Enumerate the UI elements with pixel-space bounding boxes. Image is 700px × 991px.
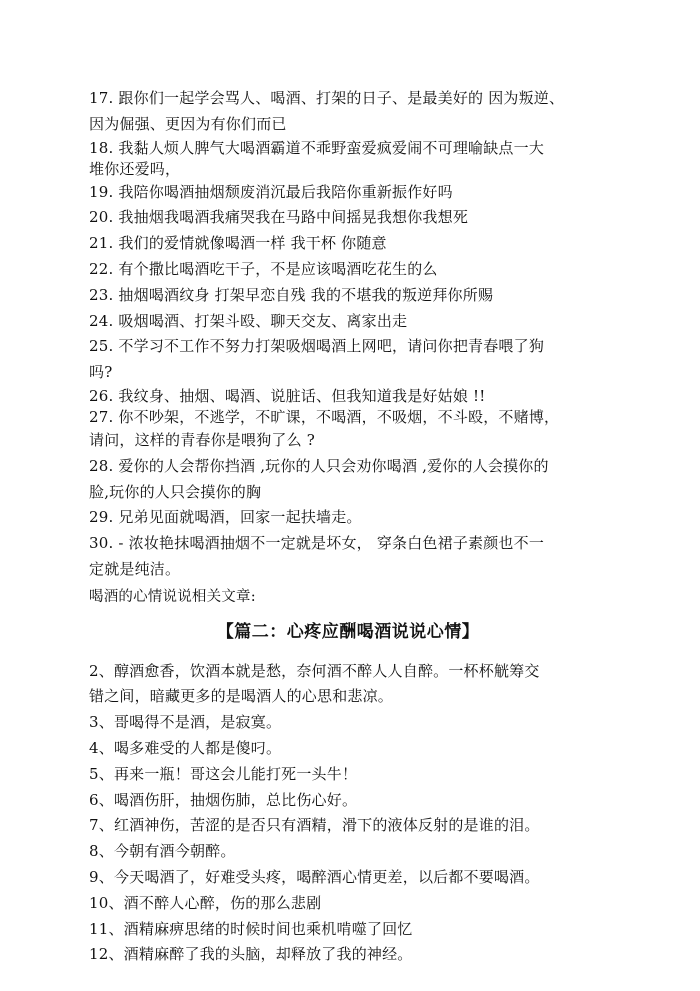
list-item: 12、酒精麻醉了我的头脑，却释放了我的神经。 [89,945,413,964]
list-item-continuation: 定就是纯洁。 [89,559,181,578]
section-heading: 【篇二：心疼应酬喝酒说说心情】 [216,621,480,642]
list-item: 8、今朝有酒今朝醉。 [89,842,236,861]
quote-list-part-one [89,86,597,583]
list-item: 7、红酒神伤，苦涩的是否只有酒精，滑下的液体反射的是谁的泪。 [89,816,540,835]
list-item: 23. 抽烟喝酒纹身 打架早恋自残 我的不堪我的叛逆拜你所赐 [89,285,494,304]
list-item: 11、酒精麻痹思绪的时候时间也乘机啃噬了回忆 [89,919,413,938]
list-item-continuation: 错之间，暗藏更多的是喝酒人的心思和悲凉。 [89,687,394,706]
list-item: 18. 我黏人烦人脾气大喝酒霸道不乖野蛮爱疯爱闹不可理喻缺点一大 [89,138,545,157]
list-item: 27. 你不吵架，不逃学，不旷课，不喝酒，不吸烟，不斗殴，不赌博， [89,407,560,426]
list-item: 9、今天喝酒了，好难受头疼，喝醉酒心情更差，以后都不要喝酒。 [89,867,540,886]
related-articles-label: 喝酒的心情说说相关文章: [89,588,256,605]
list-item: 26. 我纹身、抽烟、喝酒、说脏话、但我知道我是好姑娘 !! [89,386,486,405]
list-item-continuation: 吗? [89,363,113,382]
list-item: 3、哥喝得不是酒，是寂寞。 [89,713,282,732]
list-item: 28. 爱你的人会帮你挡酒 ,玩你的人只会劝你喝酒 ,爱你的人会摸你的 [89,456,549,475]
list-item: 19. 我陪你喝酒抽烟颓废消沉最后我陪你重新振作好吗 [89,182,453,201]
list-item: 17. 跟你们一起学会骂人、喝酒、打架的日子、是最美好的 因为叛逆、 [89,89,565,107]
list-item: 6、喝酒伤肝，抽烟伤肺，总比伤心好。 [89,790,358,809]
list-item: 21. 我们的爱情就像喝酒一样 我干杯 你随意 [89,234,387,253]
list-item: 20. 我抽烟我喝酒我痛哭我在马路中间摇晃我想你我想死 [89,208,469,227]
list-item: 22. 有个撒比喝酒吃干子，不是应该喝酒吃花生的么 [89,259,438,278]
list-item-continuation: 请问，这样的青春你是喂狗了么 ? [89,430,316,449]
list-item: 5、再来一瓶！哥这会儿能打死一头牛！ [89,764,358,783]
list-item: 24. 吸烟喝酒、打架斗殴、聊天交友、离家出走 [89,311,408,330]
list-item: 25. 不学习不工作不努力打架吸烟喝酒上网吧，请问你把青春喂了狗 [89,337,545,356]
list-item-continuation: 因为倔强、更因为有你们而已 [89,114,287,133]
list-item-continuation: 堆你还爱吗， [89,159,181,178]
list-item: 29. 兄弟见面就喝酒，回家一起扶墙走。 [89,508,362,527]
list-item: 30. - 浓妆艳抹喝酒抽烟不一定就是坏女， 穿条白色裙子素颜也不一 [89,534,545,553]
list-item: 10、酒不醉人心醉，伤的那么悲剧 [89,893,322,912]
quote-list-part-two [89,659,597,969]
list-item: 4、喝多难受的人都是傻叼。 [89,738,282,757]
document-page [89,86,597,968]
list-item-continuation: 脸,玩你的人只会摸你的胸 [89,482,262,501]
list-item: 2、醇酒愈香，饮酒本就是愁，奈何酒不醉人人自醉。一杯杯觥筹交 [89,661,540,680]
